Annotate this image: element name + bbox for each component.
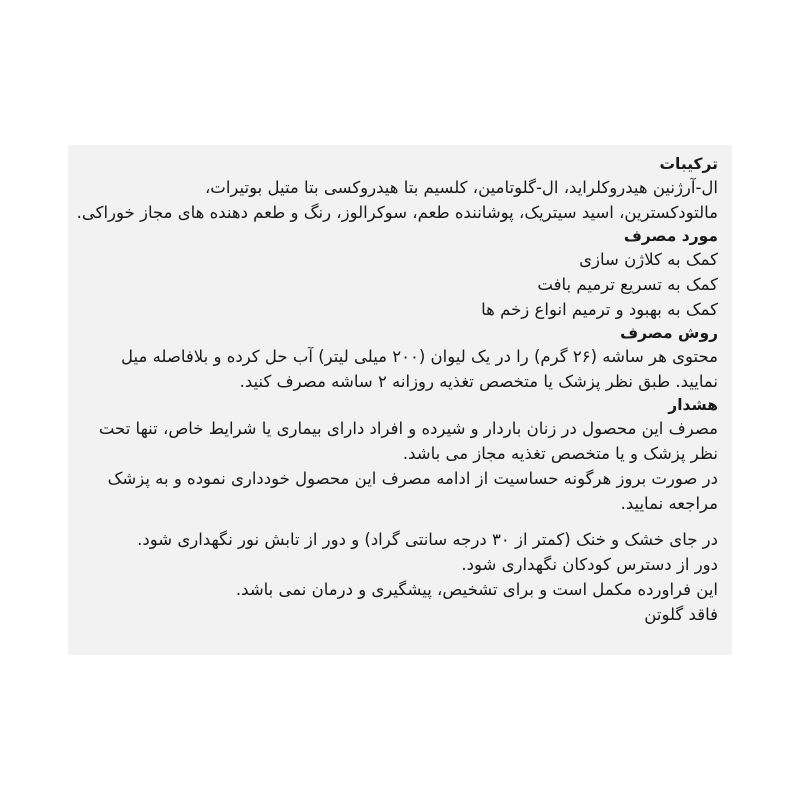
method-line: محتوی هر ساشه (۲۶ گرم) را در یک لیوان (۲۰۰ میلی لیتر) آب حل کرده و بلافاصله میل: [121, 347, 718, 366]
warning-line: در صورت بروز هرگونه حساسیت از ادامه مصرف این محصول خودداری نموده و به پزشک: [107, 469, 718, 488]
method-line: نمایید. طبق نظر پزشک یا متخصص تغذیه روزانه ۲ ساشه مصرف کنید.: [239, 372, 718, 391]
storage-line: در جای خشک و خنک (کمتر از ۳۰ درجه سانتی گراد) و دور از تابش نور نگهداری شود.: [137, 530, 718, 549]
ingredients-heading: ترکیبات: [659, 155, 718, 173]
warning-line: نظر پزشک و یا متخصص تغذیه مجاز می باشد.: [402, 444, 718, 463]
ingredients-line: ال-آرژنین هیدروکلراید، ال-گلوتامین، کلسیم بتا هیدروکسی بتا متیل بوتیرات،: [204, 178, 718, 197]
usage-heading: مورد مصرف: [623, 227, 718, 245]
warning-heading: هشدار: [668, 396, 718, 414]
usage-item: کمک به تسریع ترمیم بافت: [537, 275, 718, 294]
warning-line: مصرف این محصول در زنان باردار و شیرده و افراد دارای بیماری یا شرایط خاص، تنها تحت: [98, 419, 718, 438]
section-spacer: [82, 516, 718, 527]
method-heading: روش مصرف: [620, 324, 718, 342]
usage-item: کمک به بهبود و ترمیم انواع زخم ها: [481, 300, 718, 319]
gluten-free-note: فاقد گلوتن: [644, 605, 718, 624]
warning-line: مراجعه نمایید.: [620, 494, 718, 513]
storage-line: دور از دسترس کودکان نگهداری شود.: [461, 555, 718, 574]
storage-line: این فراورده مکمل است و برای تشخیص، پیشگیری و درمان نمی باشد.: [235, 580, 718, 599]
ingredients-line: مالتودکسترین، اسید سیتریک، پوشاننده طعم، سوکرالوز، رنگ و طعم دهنده های مجاز خوراکی.: [76, 203, 718, 222]
product-label: [68, 145, 732, 655]
usage-item: کمک به کلاژن سازی: [579, 250, 718, 269]
